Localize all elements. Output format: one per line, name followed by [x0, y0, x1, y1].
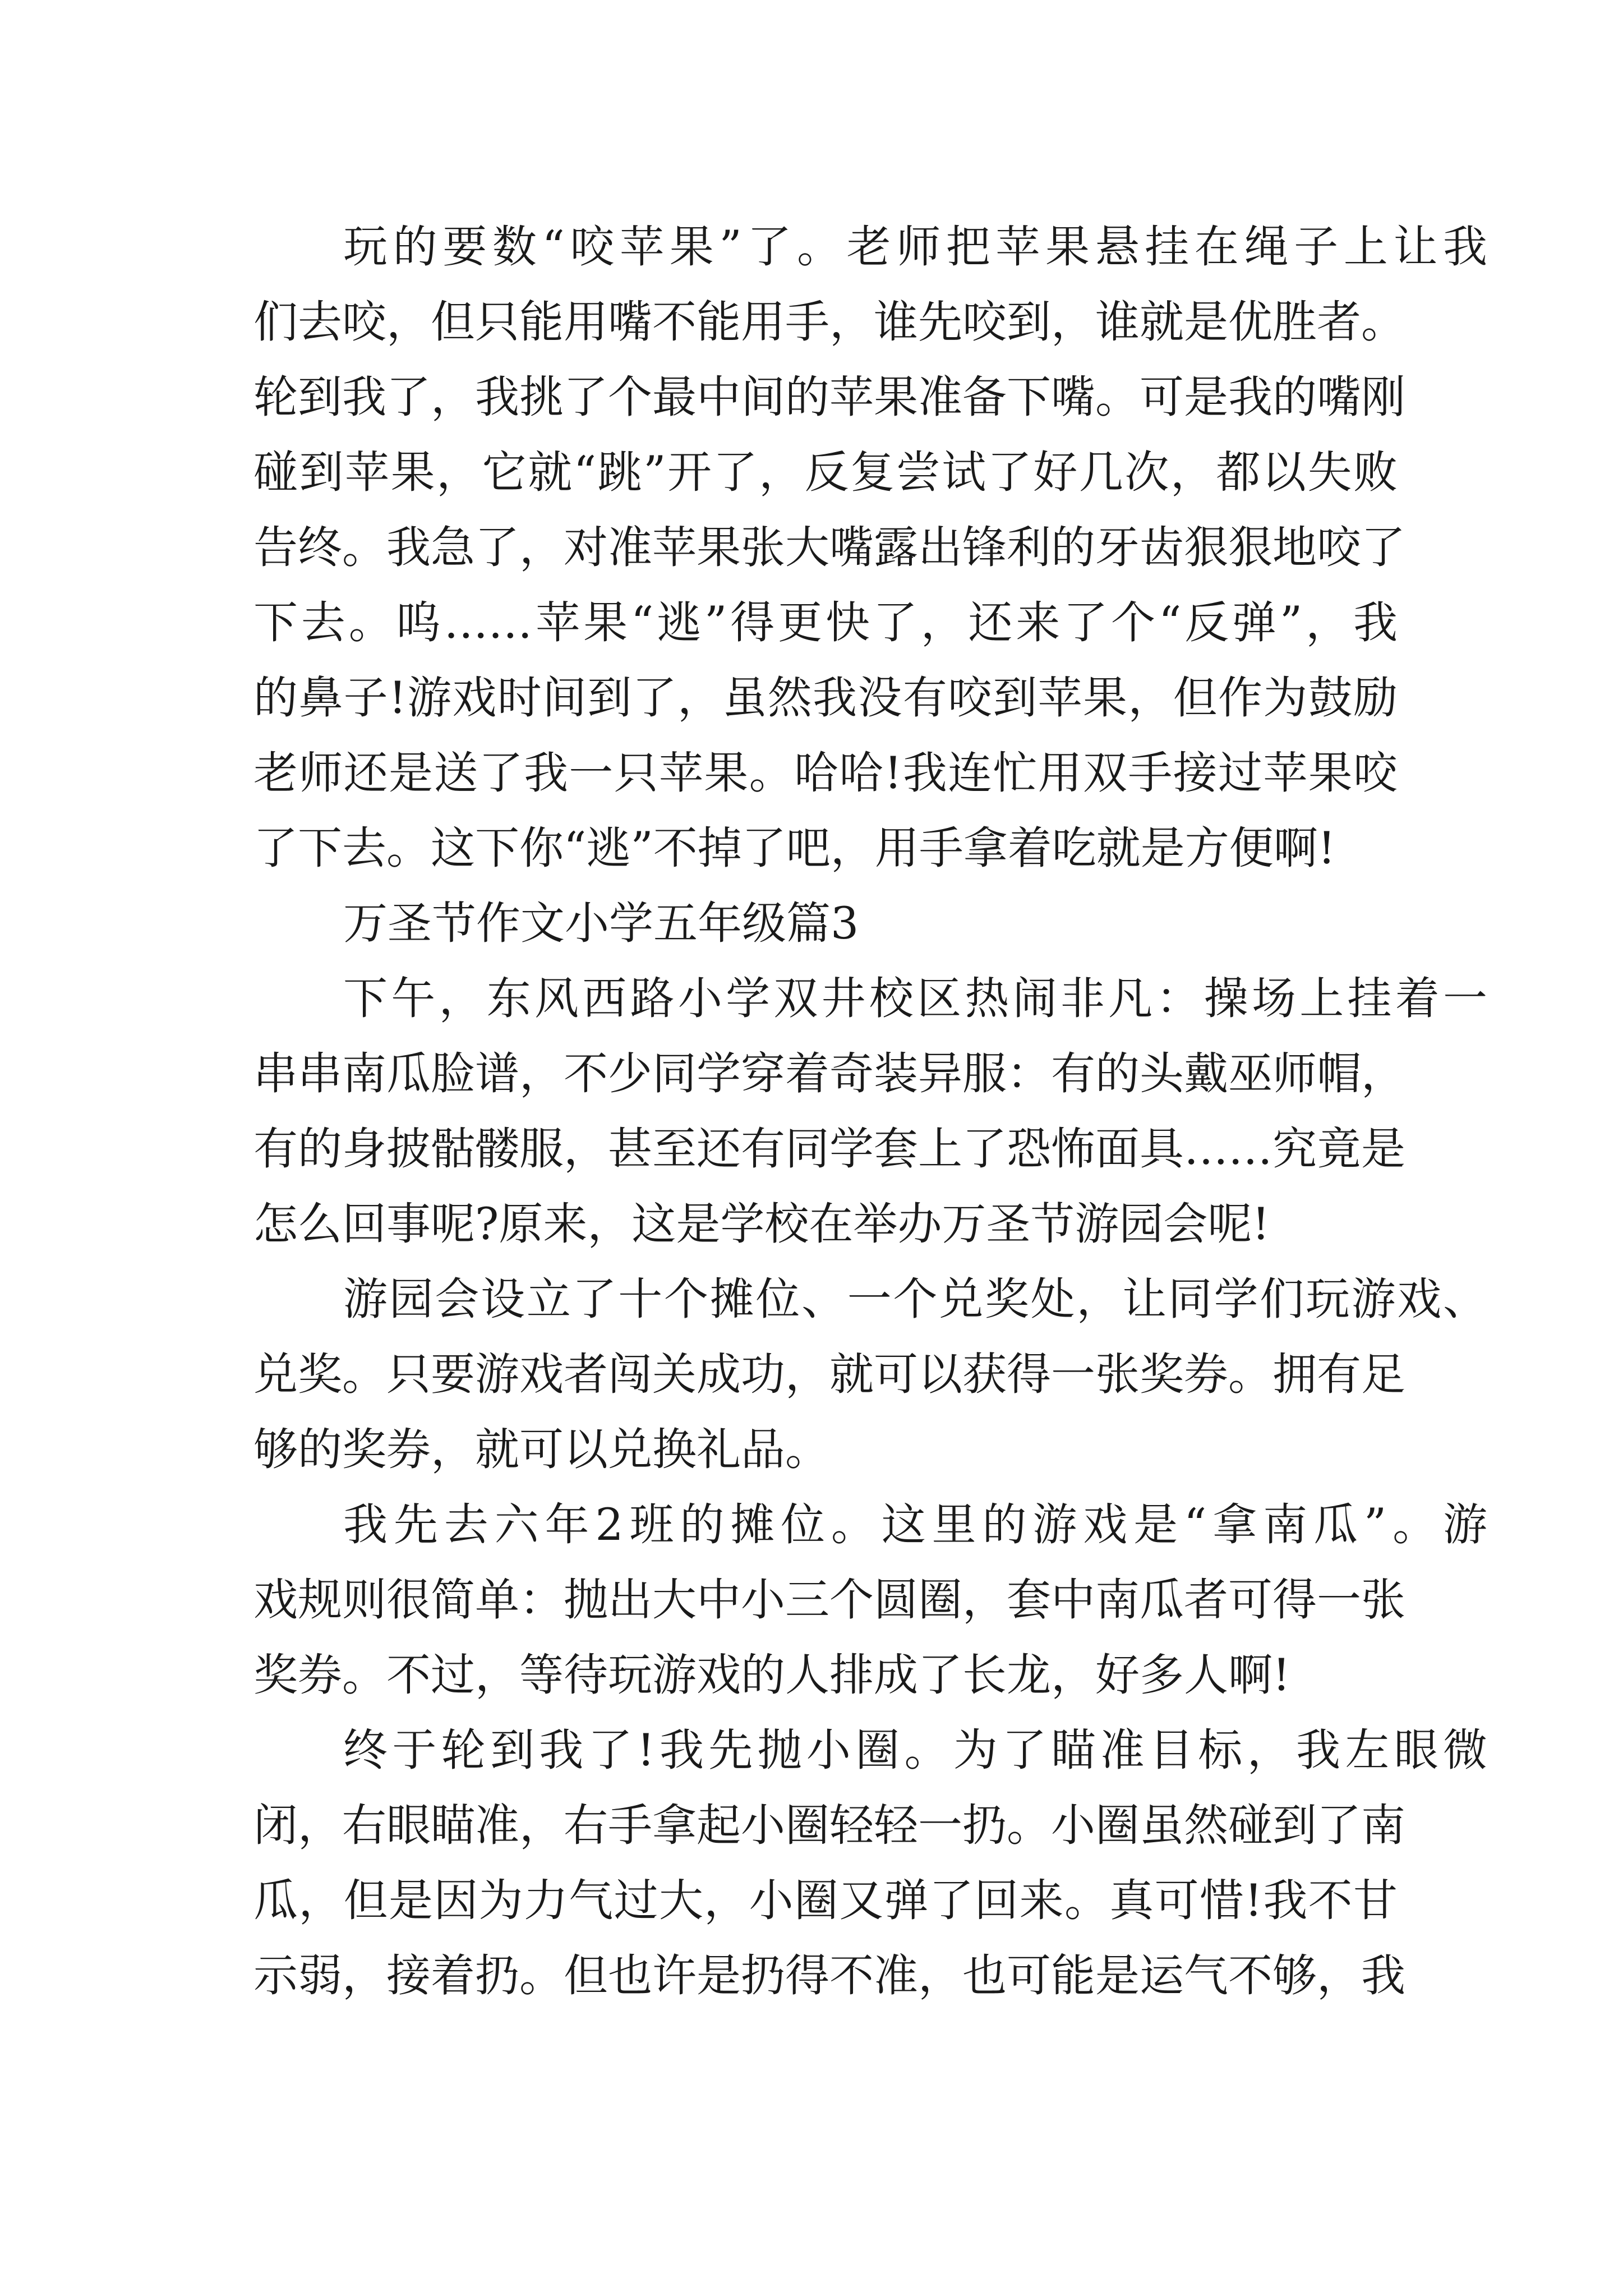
- text-line: 的鼻子!游戏时间到了，虽然我没有咬到苹果，但作为鼓励: [253, 672, 1398, 724]
- text-line: 串串南瓜脸谱，不少同学穿着奇装异服：有的头戴巫师帽，: [253, 1048, 1405, 1099]
- text-line: 终于轮到我了!我先抛小圈。为了瞄准目标，我左眼微: [343, 1724, 1487, 1776]
- text-line: 下午，东风西路小学双井校区热闹非凡：操场上挂着一: [343, 973, 1487, 1024]
- text-line: 闭，右眼瞄准，右手拿起小圈轻轻一扔。小圈虽然碰到了南: [253, 1800, 1405, 1851]
- text-line: 游园会设立了十个摊位、一个兑奖处，让同学们玩游戏、: [343, 1273, 1487, 1325]
- text-line: 瓜，但是因为力气过大，小圈又弹了回来。真可惜!我不甘: [253, 1875, 1398, 1926]
- text-line: 有的身披骷髅服，甚至还有同学套上了恐怖面具……究竟是: [253, 1123, 1405, 1175]
- text-line: 玩的要数“咬苹果”了。老师把苹果悬挂在绳子上让我: [343, 221, 1487, 273]
- text-line: 轮到我了，我挑了个最中间的苹果准备下嘴。可是我的嘴刚: [253, 371, 1405, 423]
- text-line: 告终。我急了，对准苹果张大嘴露出锋利的牙齿狠狠地咬了: [253, 522, 1405, 573]
- text-line: 怎么回事呢?原来，这是学校在举办万圣节游园会呢!: [253, 1198, 1270, 1250]
- text-line: 够的奖券，就可以兑换礼品。: [253, 1424, 829, 1475]
- text-line: 们去咬，但只能用嘴不能用手，谁先咬到，谁就是优胜者。: [253, 296, 1405, 348]
- text-line: 碰到苹果，它就“跳”开了，反复尝试了好几次，都以失败: [253, 447, 1398, 498]
- text-line: 兑奖。只要游戏者闯关成功，就可以获得一张奖券。拥有足: [253, 1349, 1405, 1400]
- text-line: 我先去六年2班的摊位。这里的游戏是“拿南瓜”。游: [343, 1499, 1487, 1550]
- text-line: 示弱，接着扔。但也许是扔得不准，也可能是运气不够，我: [253, 1950, 1405, 2001]
- text-line: 老师还是送了我一只苹果。哈哈!我连忙用双手接过苹果咬: [253, 747, 1398, 799]
- section-heading: 万圣节作文小学五年级篇3: [343, 898, 859, 949]
- text-line: 奖券。不过，等待玩游戏的人排成了长龙，好多人啊!: [253, 1649, 1290, 1701]
- text-line: 戏规则很简单：抛出大中小三个圆圈，套中南瓜者可得一张: [253, 1574, 1405, 1626]
- text-line: 了下去。这下你“逃”不掉了吧，用手拿着吃就是方便啊!: [253, 822, 1336, 874]
- text-line: 下去。呜……苹果“逃”得更快了，还来了个“反弹”，我: [253, 597, 1398, 648]
